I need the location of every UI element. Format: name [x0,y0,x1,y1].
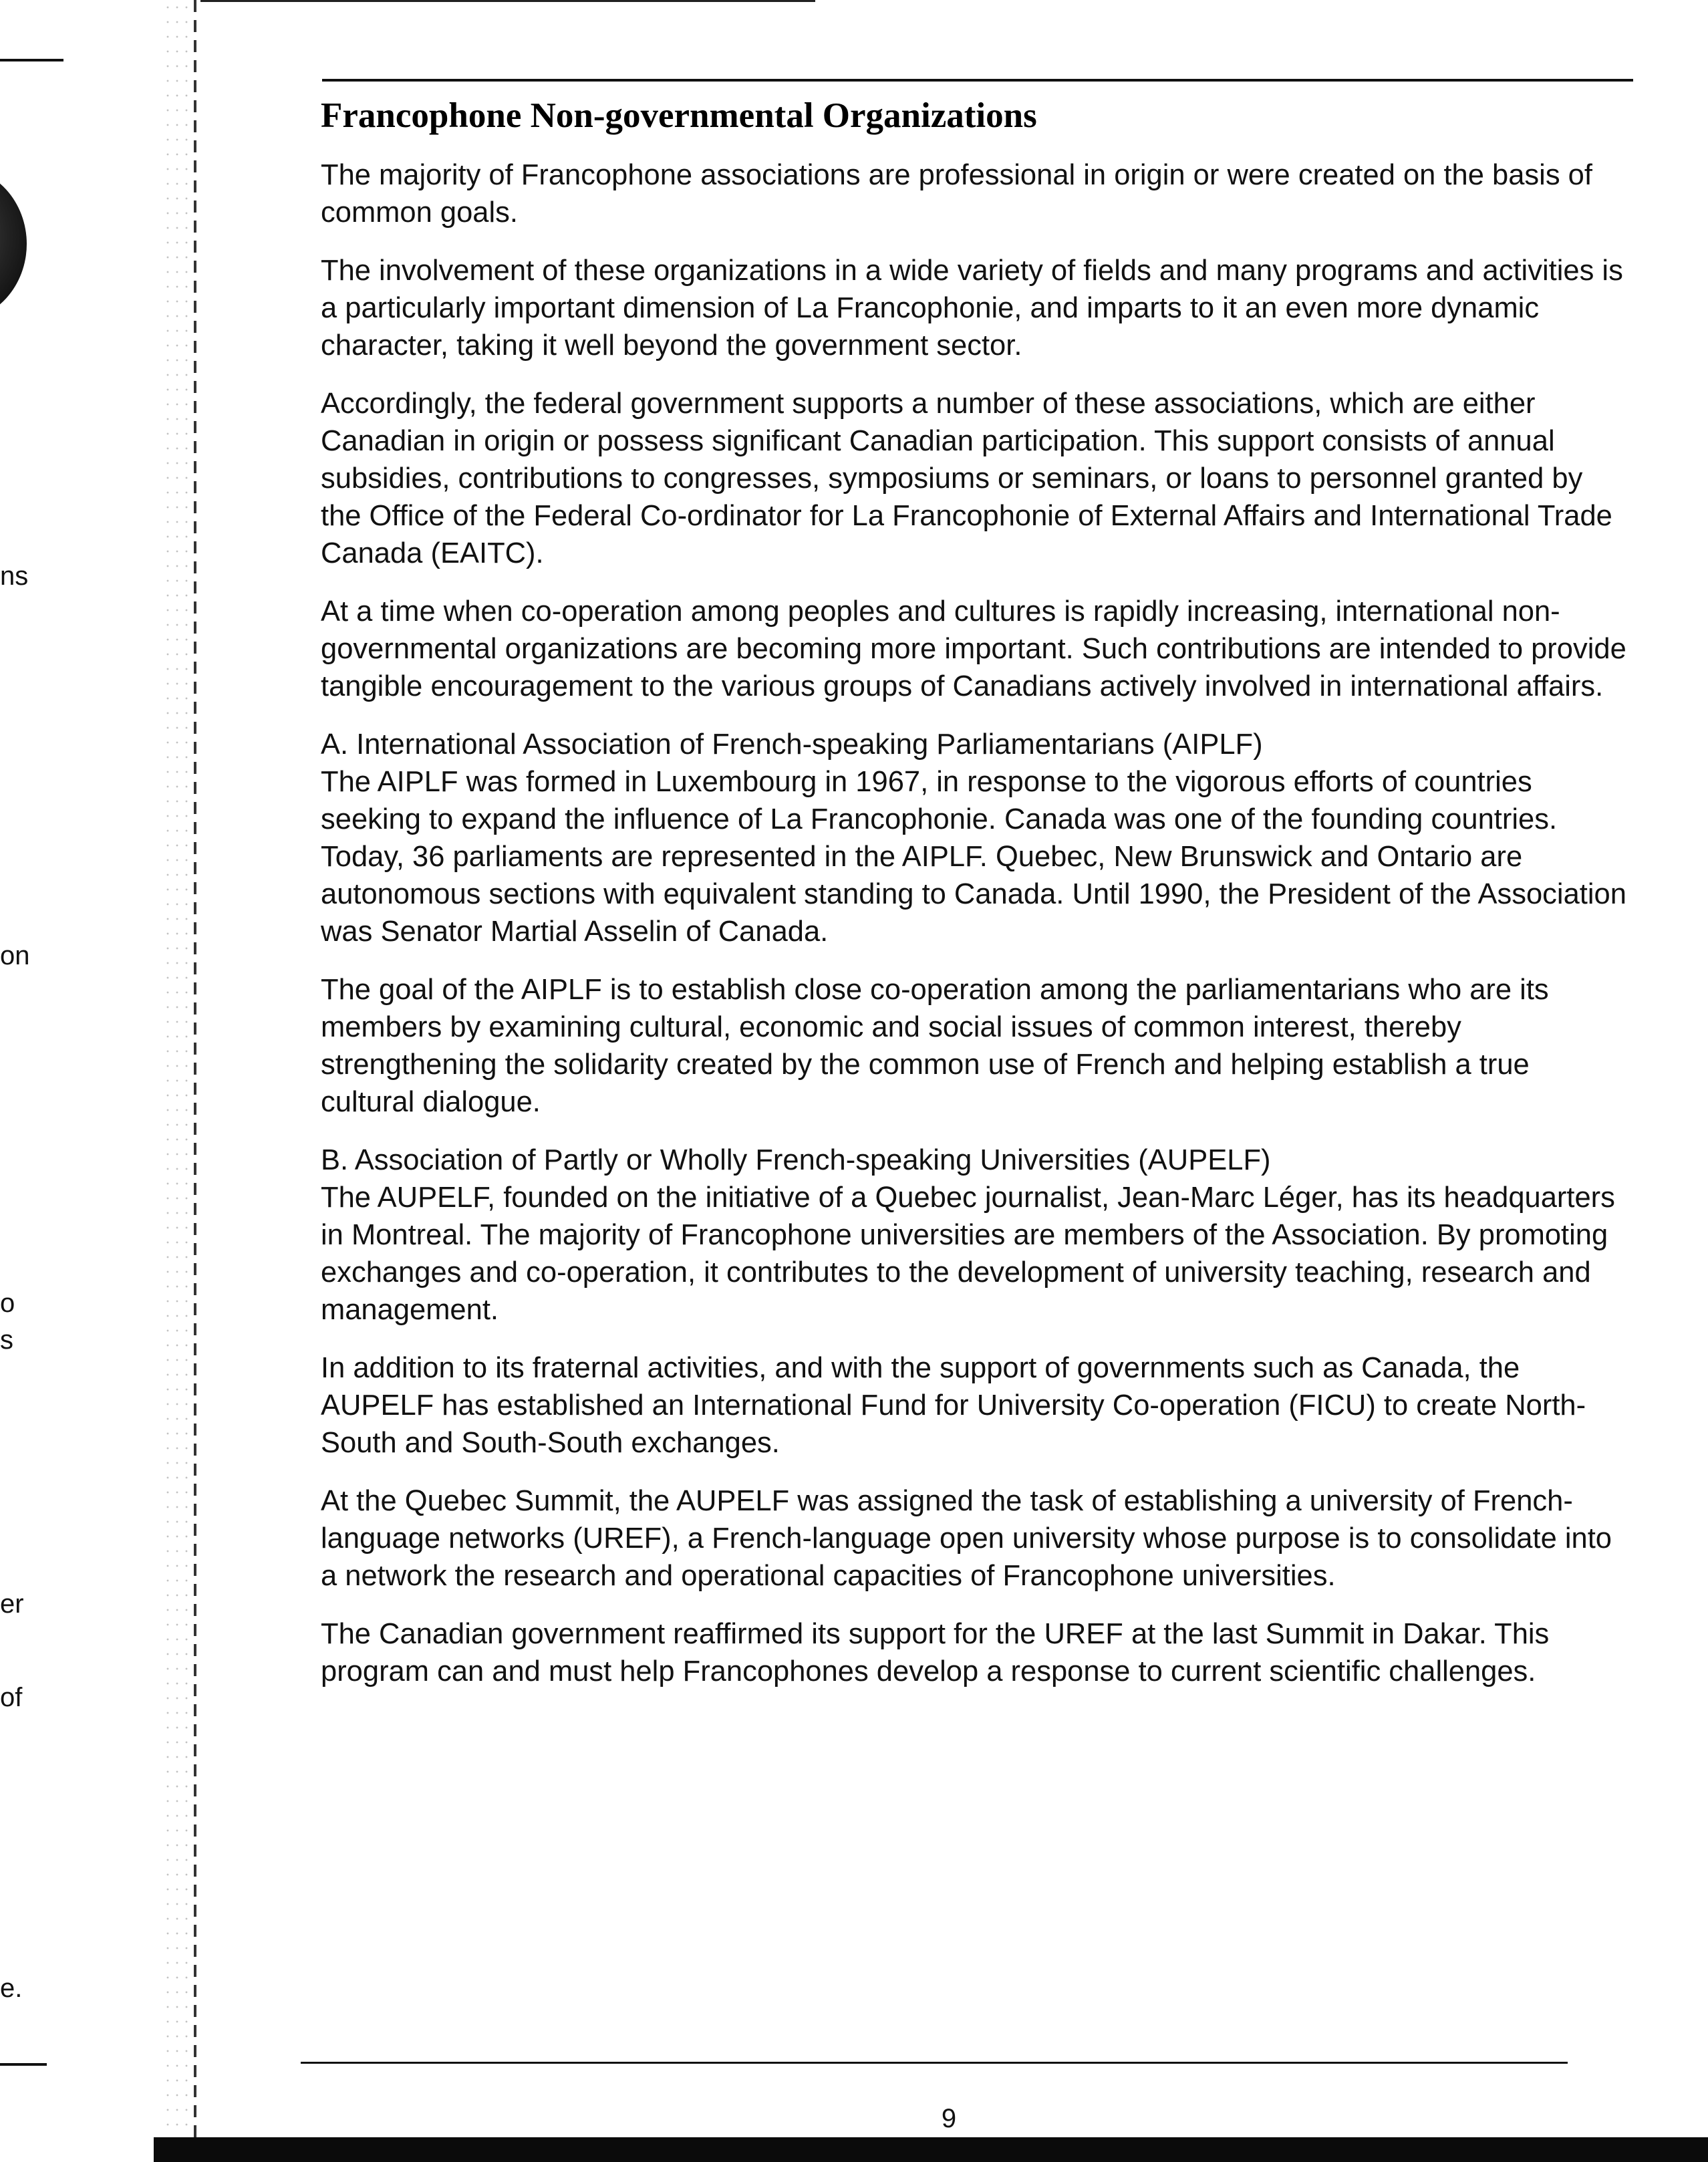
binding-perforation [163,0,190,2162]
page-number: 9 [941,2104,957,2133]
body-paragraph: The majority of Francophone associations are professional in origin or were created on the basis of common goals. [321,158,1592,229]
header-rule [322,79,1633,82]
body-paragraph: At the Quebec Summit, the AUPELF was assigned the task of establishing a university of French-language networks (UREF), a French-language open university whose purpose is to consolidate into a network the research and operational capacities of Francophone universities. [321,1484,1612,1592]
section-a-text: The AIPLF was formed in Luxembourg in 1967, in response to the vigorous efforts of countries seeking to expand the influence of La Francophonie. Canada was one of the founding countries. Today, 36 parliaments are represented in the AIPLF. Quebec, New Brunswick and Ontario are autonomous sections with equivalent standing to Canada. Until 1990, the President of the Association was Senator Martial Asselin of Canada. [321,765,1626,948]
facing-page-text-fragment: ns [0,561,29,591]
section-a-title: A. International Association of French-speaking Parliamentarians (AIPLF) [321,728,1263,761]
facing-page-text-fragment: s [0,1325,13,1355]
facing-page-emblem [0,167,27,321]
footer-rule [301,2062,1568,2064]
scan-bottom-edge [154,2137,1708,2162]
facing-page-text-fragment: on [0,941,30,970]
body-paragraph: At a time when co-operation among peoples and cultures is rapidly increasing, international non-governmental organizations are becoming more important. Such contributions are intended to provide tangible encouragement to the various groups of Canadians actively involved in international affairs. [321,595,1626,702]
page-spine [194,0,196,2162]
body-paragraph: The goal of the AIPLF is to establish close co-operation among the parliamentarians who are its members by examining cultural, economic and social issues of common interest, thereby strengthening the solidarity created by the common use of French and helping establish a true cultural dialogue. [321,973,1549,1118]
page-title: Francophone Non-governmental Organizations [321,96,1037,135]
facing-page-text-fragment: of [0,1683,23,1712]
section-a [321,726,1627,950]
facing-page-text-fragment: o [0,1289,15,1318]
section-b-text: The AUPELF, founded on the initiative of a Quebec journalist, Jean-Marc Léger, has its headquarters in Montreal. The majority of Francophone universities are members of the Association. By promoting exchanges and co-operation, it contributes to the development of university teaching, research and management. [321,1181,1615,1326]
body-paragraph: The Canadian government reaffirmed its support for the UREF at the last Summit in Dakar. This program can and must help Francophones develop a response to current scientific challenges. [321,1617,1550,1687]
section-b [321,1141,1627,1329]
facing-page-text-fragment: e. [0,1974,23,2003]
section-b-title: B. Association of Partly or Wholly French-speaking Universities (AUPELF) [321,1143,1271,1176]
facing-page-rule [0,59,63,61]
body-paragraph: The involvement of these organizations in a wide variety of fields and many programs and activities is a particularly important dimension of La Francophonie, and imparts to it an even more dynamic character, taking it well beyond the government sector. [321,254,1623,362]
facing-page-rule [0,2063,47,2066]
scan-edge-rule [200,0,815,2]
body-paragraph: Accordingly, the federal government supports a number of these associations, which are either Canadian in origin or possess significant Canadian participation. This support consists of annual subsidies, contributions to congresses, symposiums or seminars, or loans to personnel granted by the Office of the Federal Co-ordinator for La Francophonie of External Affairs and International Trade Canada (EAITC). [321,387,1612,569]
body-paragraph: In addition to its fraternal activities, and with the support of governments such as Canada, the AUPELF has established an International Fund for University Co-operation (FICU) to create North-South and South-South exchanges. [321,1351,1586,1459]
facing-page-text-fragment: er [0,1589,24,1619]
page-body [321,95,1627,1711]
